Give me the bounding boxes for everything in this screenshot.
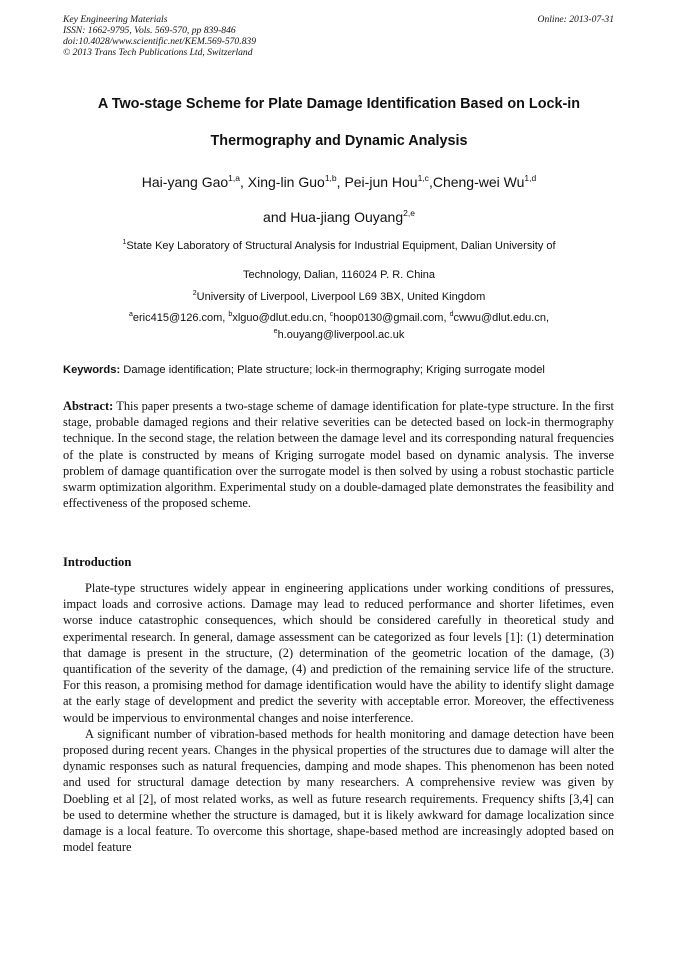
author-sup: 1,b bbox=[324, 173, 337, 183]
abstract-text: This paper presents a two-stage scheme of damage identification for plate-type structure. In the first stage, probable damaged regions and their relative severities can be detected based on lock-in thermography technique. In the second stage, the relation between the damage level and its corresponding natural frequencies of the plate is constructed by means of Kriging surrogate model based on dynamic analysis. The inverse problem of damage quantification over the surrogate model is then solved by using a robust stochastic particle swarm optimization algorithm. Experimental study on a double-damaged plate demonstrates the feasibility and effectiveness of the proposed scheme. bbox=[63, 399, 614, 511]
paragraph: Plate-type structures widely appear in engineering applications under working conditions of pressures, impact loads and corrosive actions. Damage may lead to reduced performance and shorter lifetimes, even worse induce catastrophic consequences, which should be considered carefully in theoretical study and experimental research. In general, damage assessment can be categorized as four levels [1]: (1) determination that damage is present in the structure, (2) determination of the geometric location of the damage, (3) quantification of the severity of the damage, (4) and prediction of the remaining service life of the structure. For this reason, a promising method for damage identification would have the ability to identify slight damage at the early stage of development and predict the severity with acceptable error. Moreover, the effectiveness would be impervious to environmental changes and noise interference. bbox=[63, 581, 614, 725]
email-line-1 bbox=[40, 310, 638, 327]
introduction-body bbox=[63, 580, 614, 855]
journal-line bbox=[63, 14, 614, 25]
affiliation-1-line-1 bbox=[40, 232, 638, 261]
affiliation-text: University of Liverpool, Liverpool L69 3BX, United Kingdom bbox=[196, 291, 486, 303]
author-sep: , bbox=[240, 174, 248, 190]
email-sup: d bbox=[449, 311, 454, 318]
email-address: xlguo@dlut.edu.cn, bbox=[232, 312, 330, 324]
email-sup: a bbox=[128, 311, 133, 318]
title-line-1: A Two-stage Scheme for Plate Damage Identification Based on Lock-in bbox=[97, 96, 581, 112]
keywords bbox=[63, 362, 615, 378]
affiliation-1 bbox=[40, 232, 638, 290]
author-name: Hai-yang Gao bbox=[141, 174, 229, 190]
author-sep: , bbox=[428, 174, 433, 190]
author-name: Cheng-wei Wu bbox=[432, 174, 525, 190]
affiliation-sup: 1 bbox=[122, 239, 127, 246]
affiliation-1-line-2: Technology, Dalian, 116024 P. R. China bbox=[242, 269, 436, 281]
email-line-2 bbox=[40, 327, 638, 344]
author-sup: 1,a bbox=[228, 173, 240, 183]
author-list bbox=[30, 165, 648, 235]
author-sup: 1,c bbox=[417, 173, 429, 183]
author-name: Xing-lin Guo bbox=[247, 174, 325, 190]
paper-title bbox=[30, 86, 648, 160]
doi-line: doi:10.4028/www.scientific.net/KEM.569-570.839 bbox=[63, 36, 257, 47]
title-line-2: Thermography and Dynamic Analysis bbox=[210, 133, 468, 149]
affiliation-text: State Key Laboratory of Structural Analysis for Industrial Equipment, Dalian University of bbox=[126, 240, 556, 252]
author-sep: , bbox=[336, 174, 345, 190]
affiliation-2 bbox=[40, 287, 638, 307]
journal-header bbox=[63, 14, 614, 58]
journal-name: Key Engineering Materials bbox=[63, 14, 168, 25]
affiliation-sup: 2 bbox=[192, 290, 197, 297]
email-address: cwwu@dlut.edu.cn, bbox=[453, 312, 550, 324]
author-name: Pei-jun Hou bbox=[344, 174, 418, 190]
issn-line: ISSN: 1662-9795, Vols. 569-570, pp 839-846 bbox=[63, 25, 236, 36]
abstract-label: Abstract: bbox=[63, 399, 114, 413]
author-sup: 2,e bbox=[403, 208, 415, 218]
keywords-label: Keywords: bbox=[63, 364, 121, 376]
paragraph: A significant number of vibration-based methods for health monitoring and damage detection have been proposed during recent years. Changes in the physical properties of the structures due to damage will alter the dynamic responses such as natural frequencies, damping and mode shapes. This phenomenon has been noted and used for structural damage detection by many researchers. A comprehensive review was given by Doebling et al [2], of most related works, as well as future research requirements. Frequency shifts [3,4] can be used to determine whether the structure is damaged, but it is likely awkward for damage localization since damage is a local feature. To overcome this shortage, shape-based method are increasingly adopted based on model feature bbox=[63, 726, 614, 855]
abstract bbox=[63, 398, 614, 511]
author-line-1 bbox=[30, 165, 648, 200]
section-heading: Introduction bbox=[63, 555, 132, 569]
author-name: and Hua-jiang Ouyang bbox=[263, 209, 404, 225]
keywords-text: Damage identification; Plate structure; lock-in thermography; Kriging surrogate model bbox=[120, 364, 545, 376]
online-date: Online: 2013-07-31 bbox=[537, 14, 614, 25]
copyright-line: © 2013 Trans Tech Publications Ltd, Switzerland bbox=[63, 47, 253, 58]
email-sup: b bbox=[228, 311, 233, 318]
author-sup: 1,d bbox=[524, 173, 537, 183]
email-sup: c bbox=[329, 311, 334, 318]
email-address: hoop0130@gmail.com, bbox=[333, 312, 450, 324]
author-line-2 bbox=[30, 200, 648, 235]
email-address: eric415@126.com, bbox=[132, 312, 229, 324]
email-list bbox=[40, 310, 638, 344]
email-address: h.ouyang@liverpool.ac.uk bbox=[277, 329, 405, 341]
email-sup: e bbox=[273, 328, 278, 335]
